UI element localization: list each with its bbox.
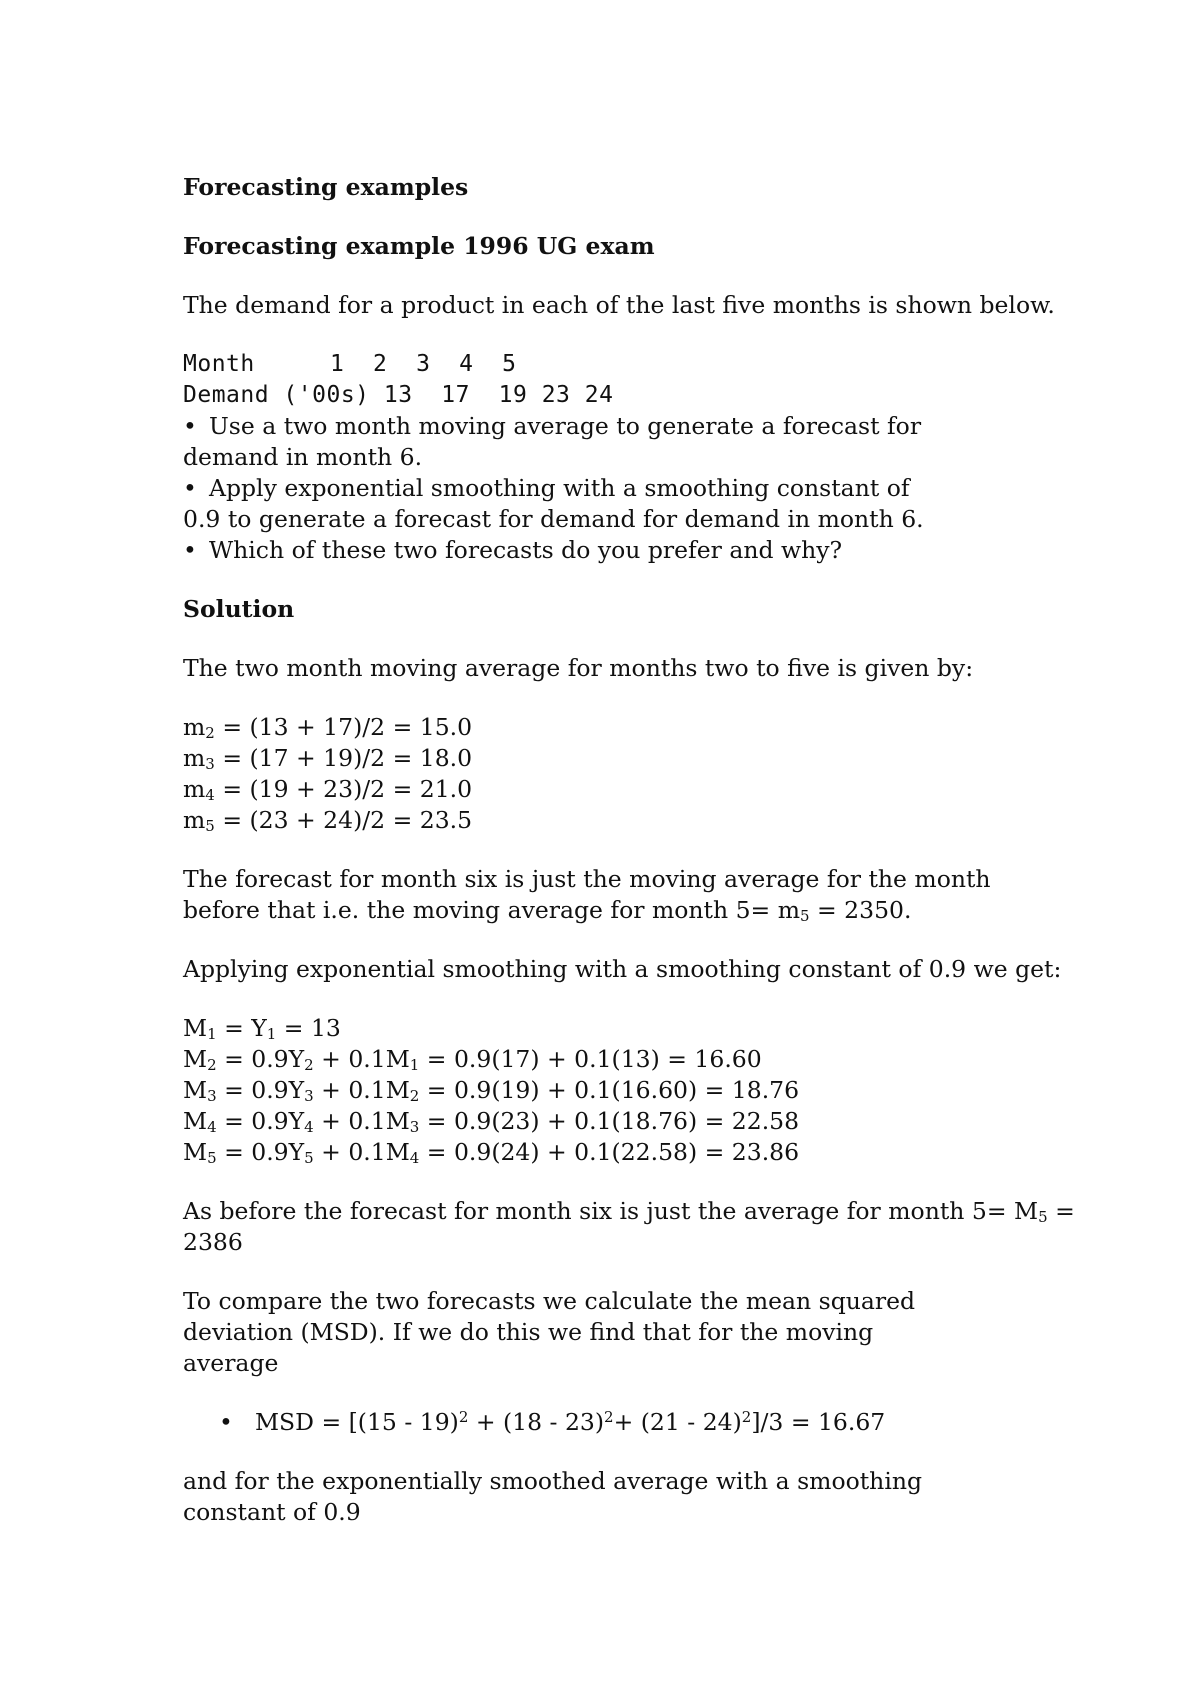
- moving-average-equations: [183, 712, 1063, 836]
- demand-values: 13 17 19 23 24: [383, 382, 614, 408]
- question-list: [183, 411, 1063, 566]
- month-label: Month: [183, 351, 255, 377]
- moving-average-conclusion: The forecast for month six is just the moving average for the month before that i.e. the moving average for month $5= m_5 = 2350$.: [183, 865, 991, 925]
- demand-label: Demand ('00s): [183, 382, 370, 408]
- bullet-icon: •: [183, 536, 197, 564]
- table-row-month: [183, 349, 1063, 380]
- equation-line: $M_3 = 0.9Y_3 + 0.1M_2 = 0.9(19) + 0.1(16.60) = 18.76$: [183, 1076, 800, 1105]
- comparison-paragraph: To compare the two forecasts we calculate the mean squared deviation (MSD). If we do this we find that for the moving average: [183, 1287, 916, 1377]
- document-title: Forecasting examples: [183, 173, 469, 201]
- equation-line: $m_5 = (23 + 24)/2 = 23.5$: [183, 806, 473, 835]
- msd-equation: • MSD = [(15 - 19)$^2$ + (18 - 23)$^2$+ (21 - 24)$^2$]/3 = 16.67: [219, 1408, 886, 1436]
- exponential-smoothing-intro: Applying exponential smoothing with a smoothing constant of 0.9 we get:: [183, 955, 1062, 983]
- question-item: • Apply exponential smoothing with a smoothing constant of 0.9 to generate a forecast for demand for demand in month 6.: [183, 474, 924, 533]
- equation-line: $M_1 = Y_1 = 13$: [183, 1014, 341, 1043]
- equation-line: $m_2 = (13 + 17)/2 = 15.0$: [183, 713, 473, 742]
- intro-paragraph: The demand for a product in each of the last five months is shown below.: [183, 291, 1055, 319]
- month-values: 1 2 3 4 5: [330, 351, 517, 377]
- bullet-icon: •: [183, 474, 197, 502]
- equation-line: $M_2 = 0.9Y_2 + 0.1M_1 = 0.9(17) + 0.1(13) = 16.60$: [183, 1045, 762, 1074]
- bullet-icon: •: [183, 412, 197, 440]
- example-heading: Forecasting example 1996 UG exam: [183, 232, 655, 260]
- demand-table: [183, 349, 1063, 411]
- equation-line: $M_4 = 0.9Y_4 + 0.1M_3 = 0.9(23) + 0.1(18.76) = 22.58$: [183, 1107, 800, 1136]
- exponential-smoothing-conclusion: As before the forecast for month six is just the average for month $5= M_5$ = 2386: [183, 1197, 1075, 1256]
- closing-paragraph: and for the exponentially smoothed average with a smoothing constant of 0.9: [183, 1467, 923, 1526]
- equation-line: $M_5 = 0.9Y_5 + 0.1M_4 = 0.9(24) + 0.1(22.58) = 23.86$: [183, 1138, 800, 1167]
- solution-heading: Solution: [183, 595, 295, 623]
- table-row-demand: [183, 380, 1063, 411]
- equation-line: $m_3 = (17 + 19)/2 = 18.0$: [183, 744, 473, 773]
- moving-average-intro: The two month moving average for months two to five is given by:: [183, 654, 974, 682]
- exponential-smoothing-equations: [183, 1013, 1063, 1168]
- question-item: • Which of these two forecasts do you prefer and why?: [183, 536, 843, 564]
- question-item: • Use a two month moving average to generate a forecast for demand in month 6.: [183, 412, 922, 471]
- document-body: [183, 172, 1075, 1528]
- bullet-icon: •: [219, 1408, 233, 1436]
- equation-line: $m_4 = (19 + 23)/2 = 21.0$: [183, 775, 473, 804]
